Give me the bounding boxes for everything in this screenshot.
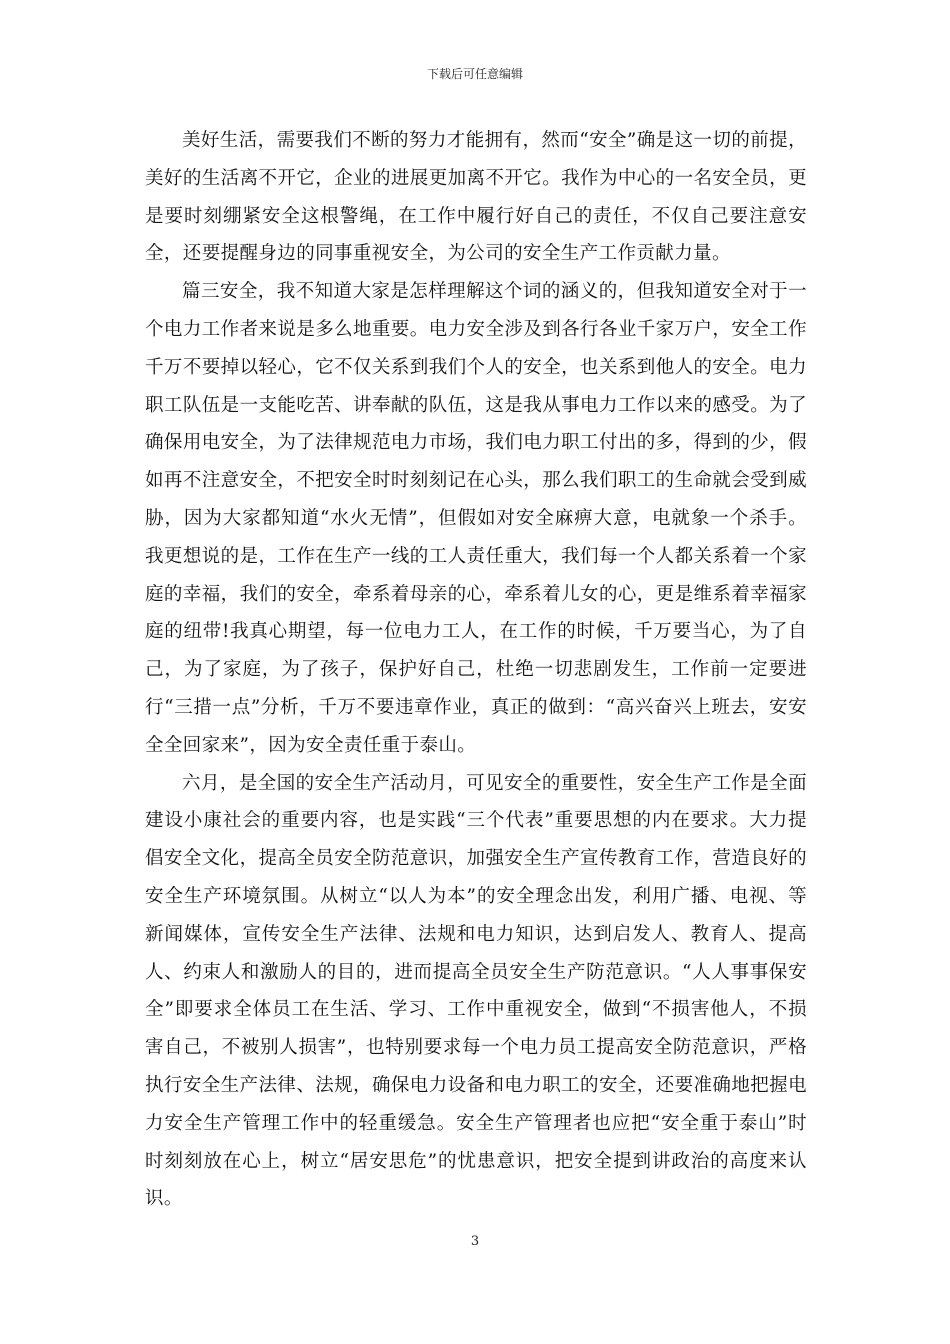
paragraph-part-three-safety: 篇三安全，我不知道大家是怎样理解这个词的涵义的，但我知道安全对于一个电力工作者来说是多么地重要。电力安全涉及到各行各业千家万户，安全工作千万不要掉以轻心，它不仅关系到我们个人的安全，也关系到他人的安全。电力职工队伍是一支能吃苦、讲奉献的队伍，这是我从事电力工作以来的感受。为了确保用电安全，为了法律规范电力市场，我们电力职工付出的多，得到的少，假如再不注意安全，不把安全时时刻刻记在心头，那么我们职工的生命就会受到威胁，因为大家都知道“水火无情”，但假如对安全麻痹大意，电就象一个杀手。我更想说的是，工作在生产一线的工人责任重大，我们每一个人都关系着一个家庭的幸福，我们的安全，牵系着母亲的心，牵系着儿女的心，更是维系着幸福家庭的纽带!我真心期望，每一位电力工人，在工作的时候，千万要当心，为了自己，为了家庭，为了孩子，保护好自己，杜绝一切悲剧发生，工作前一定要进行“三措一点”分析，千万不要违章作业，真正的做到：“高兴奋兴上班去，安安全全回家来”，因为安全责任重于泰山。	[145, 281, 807, 756]
page-number: 3	[470, 1234, 480, 1249]
page-header: 下载后可任意编辑	[426, 67, 523, 81]
paragraph-beautiful-life: 美好生活，需要我们不断的努力才能拥有，然而“安全”确是这一切的前提，美好的生活离不开它，企业的进展更加离不开它。我作为中心的一名安全员，更是要时刻绷紧安全这根警绳，在工作中履行好自己的责任，不仅自己要注意安全，还要提醒身边的同事重视安全，为公司的安全生产工作贡献力量。	[145, 130, 807, 265]
paragraph-june-safety-month: 六月，是全国的安全生产活动月，可见安全的重要性，安全生产工作是全面建设小康社会的重要内容，也是实践“三个代表”重要思想的内在要求。大力提倡安全文化，提高全员安全防范意识，加强安全生产宣传教育工作，营造良好的安全生产环境氛围。从树立“以人为本”的安全理念出发，利用广播、电视、等新闻媒体，宣传安全生产法律、法规和电力知识，达到启发人、教育人、提高人、约束人和激励人的目的，进而提高全员安全生产防范意识。“人人事事保安全”即要求全体员工在生活、学习、工作中重视安全，做到“不损害他人，不损害自己，不被别人损害”，也特别要求每一个电力员工提高安全防范意识，严格执行安全生产法律、法规，确保电力设备和电力职工的安全，还要准确地把握电力安全生产管理工作中的轻重缓急。安全生产管理者也应把“安全重于泰山”时时刻刻放在心上，树立“居安思危”的忧患意识，把安全提到讲政治的高度来认识。	[145, 772, 807, 1210]
document-body	[145, 122, 807, 1218]
